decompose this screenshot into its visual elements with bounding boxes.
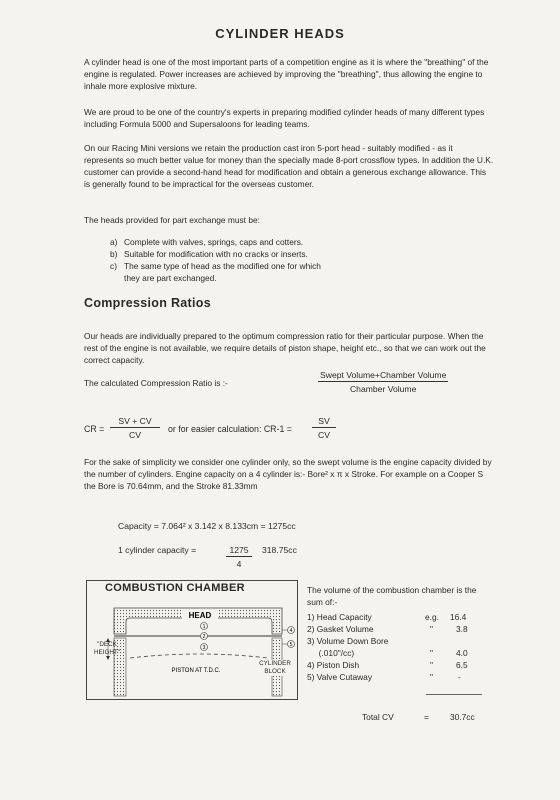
calc-numerator: Swept Volume+Chamber Volume	[320, 370, 447, 380]
cv-item-value: 6.5	[456, 660, 468, 670]
one-cylinder-fraction	[226, 545, 252, 569]
cr1-fraction	[312, 416, 336, 440]
piston-top	[130, 654, 268, 658]
cv-item-label: (.010"/cc)	[307, 648, 355, 658]
easier-label: or for easier calculation: CR-1 =	[168, 424, 292, 434]
experts-paragraph: We are proud to be one of the country's experts in preparing modified cylinder heads of many different types including Formula 5000 and Supersaloons for leading teams.	[84, 107, 485, 129]
cv-item-eg: "	[430, 672, 433, 682]
exchange-list	[110, 236, 490, 284]
one-cylinder-label: 1 cylinder capacity =	[118, 545, 197, 555]
list-item: b) Suitable for modification with no cracks or inserts.	[110, 249, 308, 259]
cv-item-label: 2) Gasket Volume	[307, 624, 374, 634]
marker-3	[201, 644, 208, 652]
cv-item-value: -	[458, 672, 461, 682]
part-exchange-paragraph: The heads provided for part exchange must be:	[84, 215, 260, 225]
list-item: a) Complete with valves, springs, caps and cotters.	[110, 237, 304, 247]
svg-text:1: 1	[202, 624, 206, 630]
compression-heading: Compression Ratios	[84, 296, 211, 310]
cv-item-label: 1) Head Capacity	[307, 612, 372, 622]
racing-mini-paragraph: On our Racing Mini versions we retain the production cast iron 5-port head - suitably modified - as it represents so much better value for money than the specially made 8-port crossflow types. In addition the U.K. customer can provide a second-hand head for modification and obtain a generous exchange allowance. This is generally found to be impractical for the overseas customer.	[84, 143, 494, 189]
deck-height-label: "DECK HEIGHT"	[93, 641, 121, 656]
calc-label: The calculated Compression Ratio is :-	[84, 378, 228, 388]
cr1-numerator: SV	[312, 416, 336, 428]
svg-text:2: 2	[202, 634, 206, 640]
cr-label: CR =	[84, 424, 105, 434]
svg-text:5: 5	[289, 642, 293, 648]
cv-item-label: 5) Valve Cutaway	[307, 672, 373, 682]
piston-label: PISTON AT T.D.C.	[171, 668, 221, 674]
cr1-denominator: CV	[318, 430, 330, 440]
cv-item-value: 16.4	[450, 612, 467, 622]
cv-item-value: 3.8	[456, 624, 468, 634]
head-label: HEAD	[188, 611, 212, 620]
one-cylinder-denominator: 4	[236, 559, 242, 569]
cv-item-value: 4.0	[456, 648, 468, 658]
cr-fraction	[110, 416, 160, 440]
simplicity-paragraph: For the sake of simplicity we consider one cylinder only, so the swept volume is the engine capacity divided by the number of cylinders. Engine capacity on a 4 cylinder is:- Bore² x π x Stroke. For example on a Cooper S the Bore is 70.64mm, and the Stroke 81.33mm	[84, 457, 492, 491]
one-cylinder-numerator: 1275	[226, 545, 252, 557]
total-label: Total CV	[362, 712, 394, 722]
cv-item-eg: "	[430, 660, 433, 670]
svg-text:4: 4	[289, 628, 293, 634]
cv-item-eg: "	[430, 648, 433, 658]
page-title: CYLINDER HEADS	[215, 26, 345, 41]
list-item: c) The same type of head as the modified one for which	[110, 261, 321, 271]
compression-paragraph: Our heads are individually prepared to the optimum compression ratio for their particular purpose. When the rest of the engine is not available, we require details of piston shape, height etc., so that we can work out the correct capacity.	[84, 331, 486, 365]
cv-item-label: 3) Volume Down Bore	[307, 636, 389, 646]
total-rule	[426, 694, 482, 695]
capacity-line: Capacity = 7.064² x 3.142 x 8.133cm = 1275cc	[118, 521, 296, 531]
cv-item-eg: e.g.	[425, 612, 439, 622]
calc-fraction	[318, 370, 448, 394]
cr-denominator: CV	[129, 430, 141, 440]
cv-item-label: 4) Piston Dish	[307, 660, 360, 670]
marker-1	[201, 623, 208, 631]
calc-denominator: Chamber Volume	[349, 384, 417, 394]
intro-paragraph: A cylinder head is one of the most important parts of a competition engine as it is where the "breathing" of the engine is regulated. Power increases are achieved by improving the "breathing", thus allowing the engine to inhale more explosive mixture.	[84, 57, 489, 91]
svg-text:3: 3	[202, 645, 206, 651]
marker-2	[201, 633, 208, 641]
cr-numerator: SV + CV	[110, 416, 160, 428]
one-cylinder-result: 318.75cc	[262, 545, 297, 555]
marker-5	[288, 641, 295, 649]
diagram-title: COMBUSTION CHAMBER	[105, 582, 245, 594]
cv-item-eg: "	[430, 624, 433, 634]
total-value: 30.7cc	[450, 712, 475, 722]
cylinder-block-label: CYLINDER BLOCK	[256, 660, 294, 676]
marker-4	[288, 627, 295, 635]
list-item: they are part exchanged.	[124, 273, 217, 283]
total-equals: =	[424, 712, 429, 722]
cv-intro: The volume of the combustion chamber is the sum of:-	[307, 585, 477, 607]
